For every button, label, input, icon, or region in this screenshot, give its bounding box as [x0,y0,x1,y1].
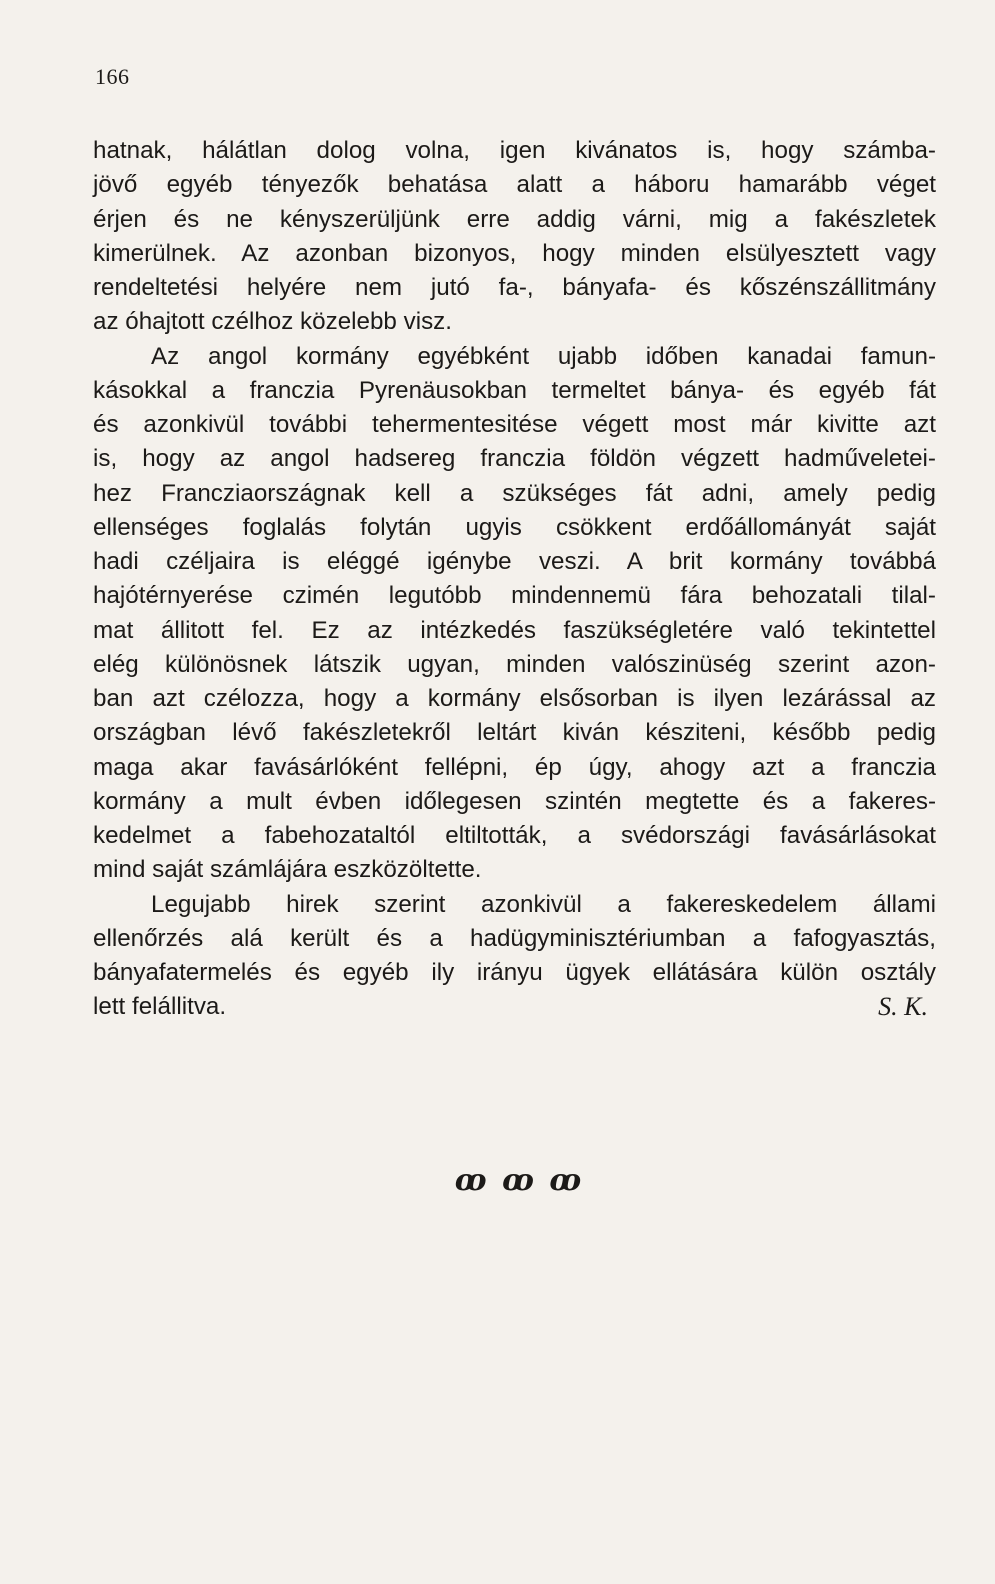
article-body [93,134,936,1025]
text-line: bányafatermelés és egyéb ily irányu ügyek ellátására külön osztály [93,959,936,986]
text-line: rendeltetési helyére nem jutó fa-, bányafa- és kőszénszállitmány [93,274,936,301]
text-line: ellenséges foglalás folytán ugyis csökkent erdőállományát saját [93,513,936,541]
text-line: mat állitott fel. Ez az intézkedés faszükségletére való tekintettel [93,616,936,644]
text-line: mind saját számlájára eszközöltette. [93,856,482,884]
text-line: kimerülnek. Az azonban bizonyos, hogy minden elsülyesztett vagy [93,239,936,267]
text-line: elég különösnek látszik ugyan, minden valószinüség szerint azon- [93,650,936,678]
text-line: hatnak, hálátlan dolog volna, igen kivánatos is, hogy számba- [93,137,936,164]
closing-line [93,990,936,1024]
text-line: is, hogy az angol hadsereg franczia földön végzett hadműveletei- [93,445,936,473]
text-line: jövő egyéb tényezők behatása alatt a háboru hamarább véget [93,171,936,199]
text-line: kedelmet a fabehozataltól eltiltották, a svédországi favásárlásokat [93,822,936,849]
text-line: ellenőrzés alá került és a hadügyminisztériumban a fafogyasztás, [93,924,936,952]
text-line: hez Francziaországnak kell a szükséges fát adni, amely pedig [93,479,936,507]
text-line: hajótérnyerése czimén legutóbb mindennemü fára behozatali tilal- [93,582,936,610]
text-line: kásokkal a franczia Pyrenäusokban termeltet bánya- és egyéb fát [93,376,936,404]
text-line: Legujabb hirek szerint azonkivül a fakereskedelem állami [151,890,936,918]
text-line: Az angol kormány egyébként ujabb időben kanadai famun- [151,342,936,370]
text-line: és azonkivül további tehermentesitése végett most már kivitte azt [93,411,936,438]
text-line: az óhajtott czélhoz közelebb visz. [93,308,452,336]
text-line: ban azt czélozza, hogy a kormány elsősorban is ilyen lezárással az [93,685,936,712]
text-line: érjen és ne kényszerüljünk erre addig várni, mig a fakészletek [93,205,936,233]
author-signature: S. K. [878,992,928,1022]
text-line: kormány a mult évben időlegesen szintén megtette és a fakeres- [93,787,936,815]
text-line: maga akar favásárlóként fellépni, ép úgy, ahogy azt a franczia [93,753,936,781]
text-line: lett felállitva. [93,993,227,1021]
decorative-ornament: ꝏ ꝏ ꝏ [454,1164,586,1197]
text-line: hadi czéljaira is eléggé igénybe veszi. A brit kormány továbbá [93,548,936,575]
page-number: 166 [95,64,130,89]
text-line: országban lévő fakészletekről leltárt kiván késziteni, később pedig [93,719,936,747]
